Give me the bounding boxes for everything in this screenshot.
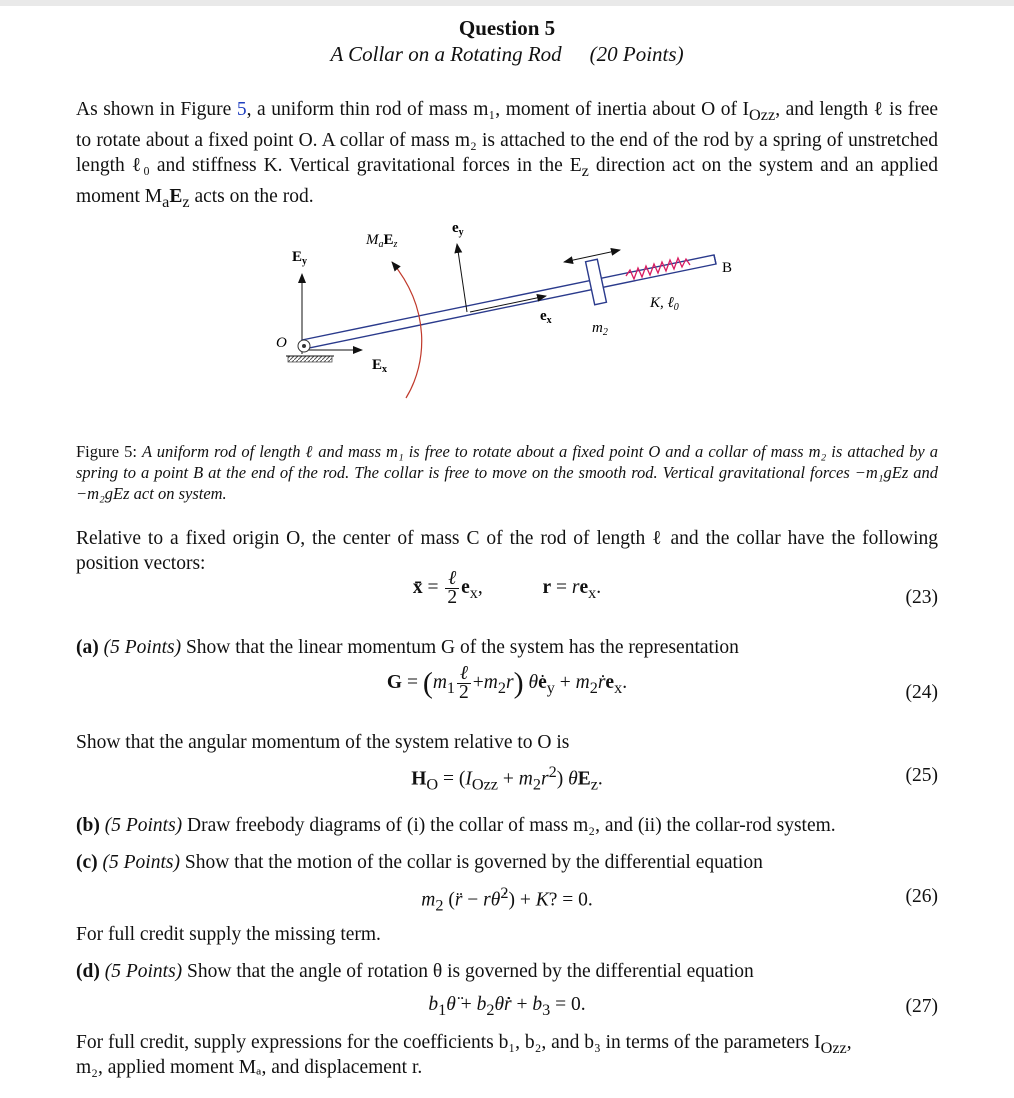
label-B: B [722, 260, 733, 276]
part-a-text: Show that the linear momentum G of the system has the representation [185, 637, 739, 658]
label-Ex: $E_x$ [372, 357, 388, 375]
question-title: Question 5 [458, 16, 556, 40]
part-b [76, 813, 946, 838]
eq-number-23: (23) [905, 587, 938, 608]
theta-equation: $b_1\thetä$ + $b_2\thetȧṙ + b_3 = 0$. [428, 994, 586, 1019]
label-ey: $e_y$ [452, 220, 464, 238]
caption-text: A uniform rod of length ℓ and mass m₁ is free to rotate about a fixed point O and a collar of mass m₂ is attached by a spring to a point B at the end of the rod. The collar is free to move on the smooth rod. Vertical gravitational forces −m₁gEz and −m₂gEz act on system. [76, 442, 938, 503]
intro-text-6: acts on the rod. [189, 185, 314, 207]
intro-sub-1: Ozz [749, 105, 776, 124]
label-O: O [276, 335, 287, 351]
part-c-text: Show that the motion of the collar is governed by the differential equation [184, 852, 763, 873]
intro-sub-2: z [581, 161, 589, 180]
angular-momentum-equation: $H_O = (I_{Ozz} + m_2r^2)$ $\thetȧE_z$. [411, 763, 603, 794]
part-d-text3: m₂, applied moment Mₐ, and displacement r. [76, 1057, 423, 1078]
figure-link[interactable]: 5 [236, 99, 247, 120]
label-m2: $m_2$ [592, 320, 608, 338]
label-Ey: $E_y$ [292, 249, 308, 267]
part-b-label: (b) [76, 815, 100, 836]
pivot-center [302, 344, 306, 348]
part-c-text2: For full credit supply the missing term. [76, 924, 381, 945]
intro-text-2: , a uniform thin rod of mass m₁, moment of inertia about O of I [246, 99, 750, 120]
momentum-equation: $G = (m_1$ $\frac{\text{ℓ}}{2}$ $+m_2r$) $\thetȧe_y$ + $m_2ṙe_x$. [386, 663, 628, 703]
intro-sub-4: z [182, 192, 190, 211]
caption-label: Figure 5: [76, 442, 142, 461]
top-border [0, 0, 1014, 6]
part-d-points: (5 Points) [104, 961, 183, 982]
label-K-l0: K, ℓ$_0$ [650, 295, 679, 313]
figure-diagram [270, 212, 750, 407]
label-ex: $e_x$ [540, 308, 552, 326]
intro-text-4: direction act on the system and an applied moment M [76, 154, 939, 207]
part-d [76, 959, 946, 984]
label-MaEz: $M_aE_z$ [366, 232, 398, 250]
subtitle-points: (20 Points) [589, 42, 684, 66]
ey-vector [457, 244, 467, 312]
intro-sub-3: a [162, 192, 170, 211]
part-c [76, 850, 946, 875]
part-d-text: Show that the angle of rotation θ is governed by the differential equation [187, 961, 754, 982]
part-a-label: (a) [76, 637, 99, 658]
eq-number-27: (27) [905, 996, 938, 1017]
question-subtitle [0, 42, 1014, 67]
part-c-label: (c) [76, 852, 98, 873]
part-d-label: (d) [76, 961, 100, 982]
intro-text-3: , and length ℓ is free to rotate about a fixed point O. A collar of mass m₂ is attached to the end of the rod by a spring of unstretched length ℓ₀ and stiffness K. Vertical gravitational forces in the E [76, 99, 939, 176]
collar-equation: $m_2$ (r̈ − rθ̇$^2$) + K? = 0. [421, 884, 593, 915]
intro-paragraph [76, 97, 938, 215]
position-equation: x̄ = $\frac{\text{ℓ}}{2}$ $e_x$, $r = re_x$. [412, 568, 602, 608]
intro-text-1: As shown in Figure [76, 99, 237, 120]
part-d-text2a: For full credit, supply expressions for the coefficients b₁, b₂, and b₃ in terms of the parameters I [76, 1032, 821, 1053]
part-a-text2: Show that the angular momentum of the system relative to O is [76, 732, 570, 753]
subtitle-text: A Collar on a Rotating Rod [330, 42, 562, 66]
eq-number-24: (24) [905, 682, 938, 703]
eq-number-25: (25) [905, 765, 938, 786]
part-c-points: (5 Points) [102, 852, 180, 873]
position-paragraph: Relative to a fixed origin O, the center of mass C of the rod of length ℓ and the collar have the following position vectors: [76, 528, 938, 574]
part-d-text2b: , [846, 1032, 852, 1053]
part-d-text2-sub: Ozz [820, 1038, 847, 1057]
part-a [76, 635, 946, 660]
figure-caption [76, 441, 938, 504]
intro-text-5: E [169, 185, 183, 207]
part-b-points: (5 Points) [104, 815, 183, 836]
eq-number-26: (26) [905, 886, 938, 907]
part-a-points: (5 Points) [103, 637, 182, 658]
part-b-text: Draw freebody diagrams of (i) the collar of mass m₂, and (ii) the collar-rod system. [187, 815, 836, 836]
ground-hatch [288, 356, 332, 362]
